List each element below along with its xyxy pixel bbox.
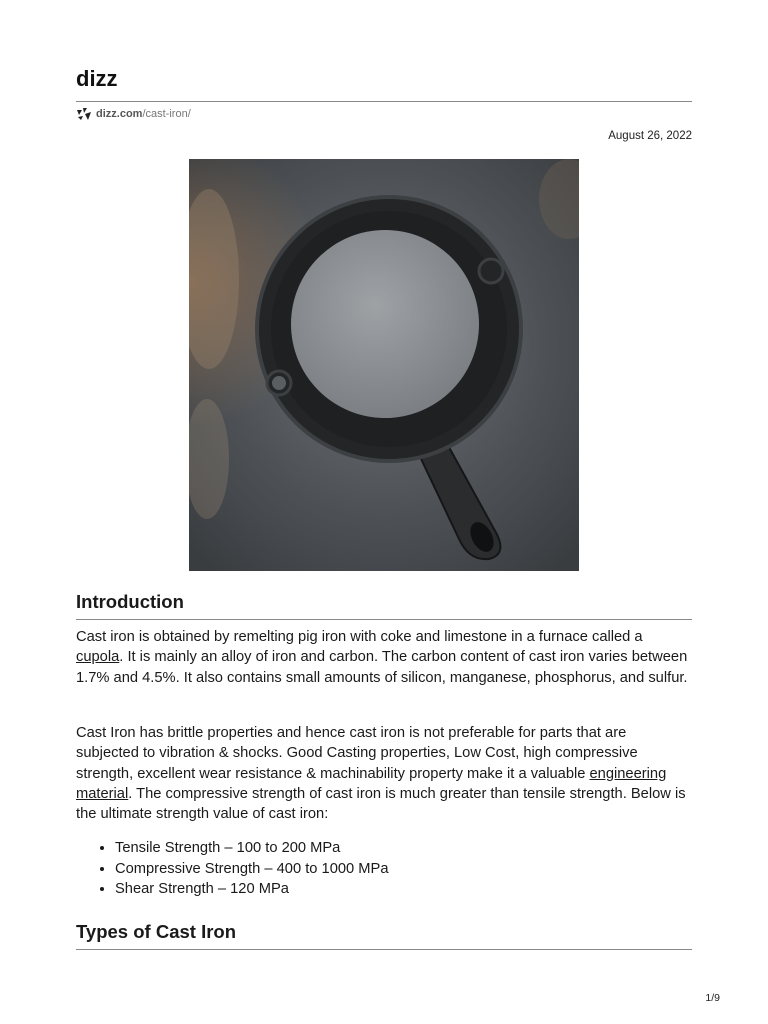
site-logo-icon: [76, 107, 92, 121]
introduction-divider: [76, 619, 692, 620]
source-link[interactable]: [76, 106, 191, 122]
title-divider: [76, 101, 692, 102]
skillet-image: [189, 159, 579, 571]
list-item: • Shear Strength – 120 MPa: [115, 879, 389, 900]
intro-paragraph-1: Cast iron is obtained by remelting pig iron with coke and limestone in a furnace called a cupola. It is mainly an alloy of iron and carbon. The carbon content of cast iron varies between 1.7% and 4.5%. It also contains small amounts of silicon, manganese, phosphorus, and sulfur.: [76, 629, 688, 686]
hero-image: [189, 159, 579, 571]
types-divider: [76, 949, 692, 950]
list-item: • Tensile Strength – 100 to 200 MPa: [115, 838, 389, 859]
intro-paragraph-2: Cast Iron has brittle properties and hence cast iron is not preferable for parts that are subjected to vibration & shocks. Good Casting properties, Low Cost, high compressive strength, excellent wear resistance & machinability property make it a valuable engineering material. The compressive strength of cast iron is much greater than tensile strength. Below is the ultimate strength value of cast iron:: [76, 725, 686, 823]
engineering-material-link[interactable]: engineering material: [76, 765, 667, 802]
introduction-heading: Introduction: [76, 591, 184, 612]
strength-list: [76, 838, 389, 900]
publish-date: August 26, 2022: [608, 130, 692, 142]
types-heading: Types of Cast Iron: [76, 921, 237, 942]
cupola-link[interactable]: cupola: [76, 649, 120, 666]
site-title: dizz: [76, 66, 118, 91]
list-item: • Compressive Strength – 400 to 1000 MPa: [115, 859, 389, 880]
source-domain: dizz.com: [96, 108, 143, 120]
source-path: /cast-iron/: [142, 108, 191, 120]
page-number: 1/9: [705, 992, 720, 1004]
